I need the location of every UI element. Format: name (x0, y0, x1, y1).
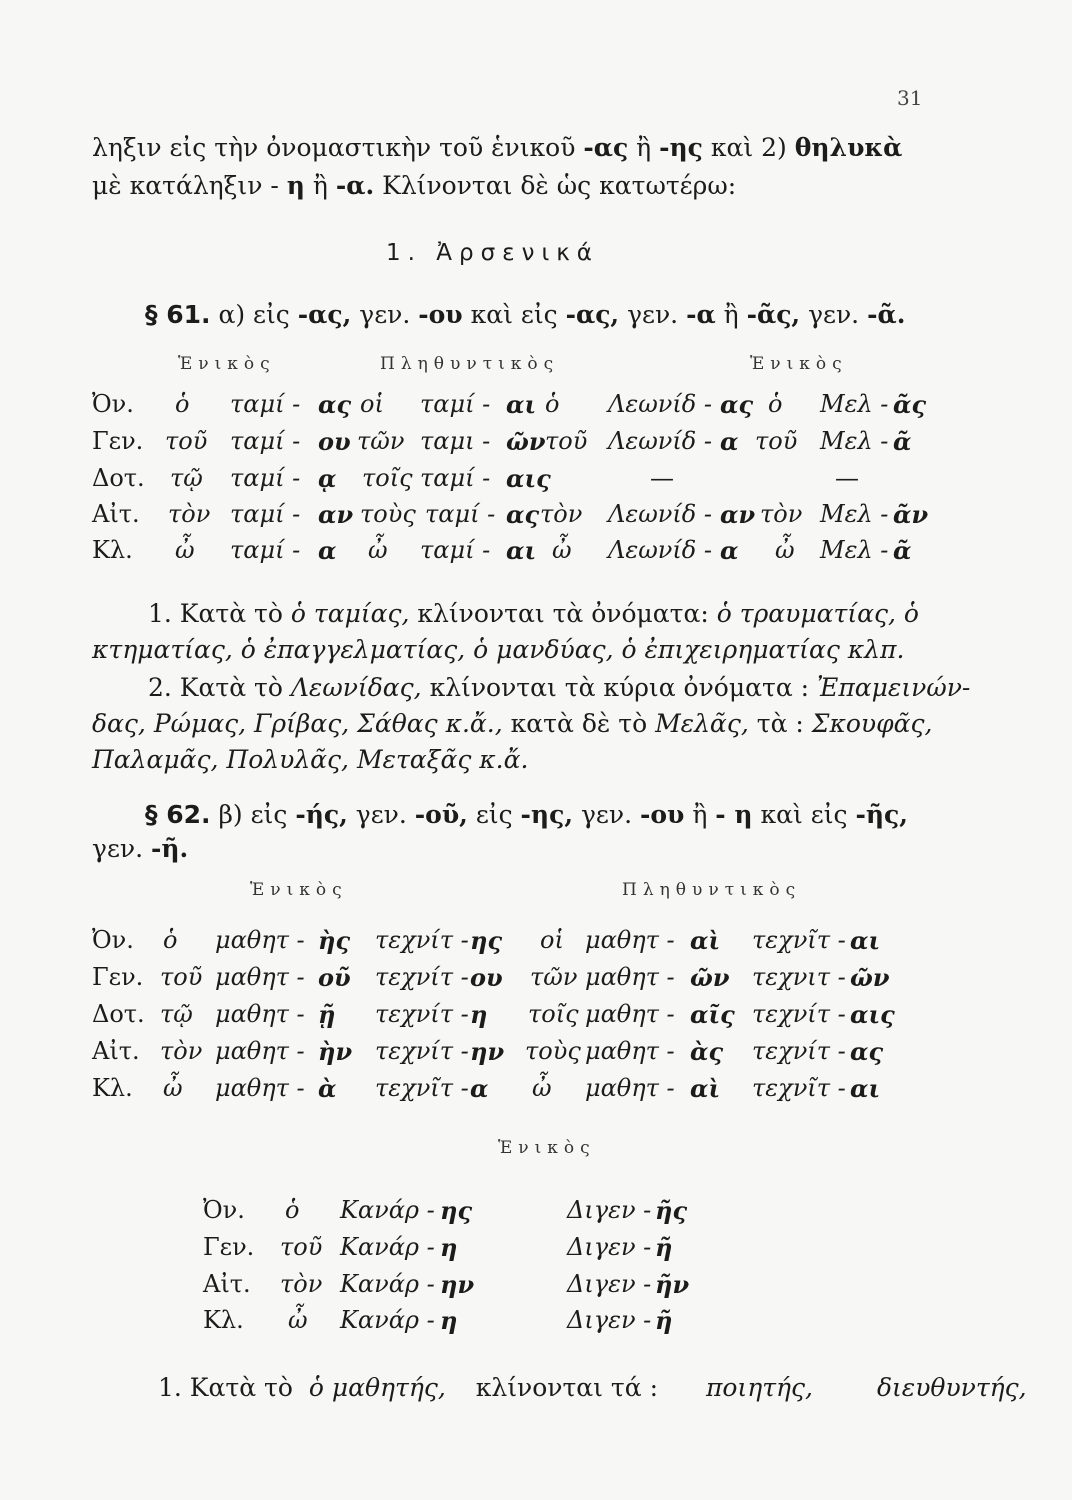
intro-text: ἢ (312, 171, 328, 200)
note-text: κλίνονται τά : (475, 1373, 658, 1402)
ending: ὴς (318, 926, 351, 955)
ending: αις (506, 464, 551, 493)
section-text: εἰς (475, 800, 513, 829)
article: ὦ (552, 536, 572, 564)
stem: Λεωνίδ - (608, 427, 712, 455)
stem: τεχνιτ - (752, 963, 846, 991)
ending: -ῆ. (151, 834, 189, 863)
stem: ταμί - (420, 464, 491, 492)
note-example: Ἐπαμεινών- (817, 673, 971, 702)
note-1-line-1 (148, 596, 919, 632)
ending: αι (850, 926, 881, 955)
ending: -ας, (565, 300, 620, 329)
stem: ταμί - (425, 500, 496, 528)
ending: -ας, (297, 300, 352, 329)
table1-header-plural: Πληθυντικὸς (380, 354, 560, 374)
note-text: 1. Κατὰ τὸ (158, 1373, 293, 1402)
article: ὁ (545, 390, 560, 418)
intro-line-1 (92, 130, 902, 166)
case-label: Δοτ. (92, 464, 145, 492)
ending: - η (715, 800, 753, 829)
note-example: Σκουφᾶς, (811, 709, 933, 738)
stem: Λεωνίδ - (608, 390, 712, 418)
ending: οῦ (318, 963, 351, 992)
stem: ταμι - (420, 427, 491, 455)
ending: αι (506, 536, 537, 565)
stem: Διγεν - (567, 1233, 652, 1261)
case-label: Δοτ. (92, 1000, 145, 1028)
ending: αῖς (690, 1000, 735, 1029)
ending: -ου (639, 800, 685, 829)
case-label: Αἰτ. (92, 500, 140, 528)
ending: ᾶ (893, 427, 912, 456)
ending: ας (506, 500, 540, 529)
article: τῷ (160, 1000, 193, 1028)
article: τοῖς (528, 1000, 579, 1028)
note-example: δας, Ρώμας, Γρίβας, Σάθας κ.ἄ., (92, 709, 503, 738)
note-2-line-3: Παλαμᾶς, Πολυλᾶς, Μεταξᾶς κ.ἄ. (92, 745, 529, 774)
section-heading-masculine: 1. Ἀρσενικά (386, 240, 599, 266)
ending: ὰ (318, 1074, 337, 1103)
ending: αὶ (690, 926, 721, 955)
stem: Κανάρ - (340, 1306, 435, 1334)
table-row (0, 1196, 1072, 1230)
article: οἱ (360, 390, 384, 418)
ending: -ῆς, (855, 800, 908, 829)
ending: -οῦ, (414, 800, 468, 829)
article: ὁ (768, 390, 783, 418)
article: τὸν (540, 500, 583, 528)
ending: ῆν (655, 1270, 690, 1299)
ending: α (470, 1074, 489, 1103)
table-row (0, 536, 1072, 570)
section-text: γεν. (580, 800, 633, 829)
note-3-line-1 (158, 1370, 1027, 1406)
ending: ῶν (850, 963, 890, 992)
section-number: § 62. (145, 800, 211, 829)
stem: μαθητ - (215, 963, 305, 991)
note-example: διευθυντής, (876, 1373, 1027, 1402)
stem: Μελ - (820, 427, 889, 455)
article: τοὺς (525, 1037, 581, 1065)
ending: ῶν (690, 963, 730, 992)
ending: -ης (659, 133, 703, 162)
note-example: ποιητής, (705, 1373, 813, 1402)
section-61-line (145, 300, 905, 329)
intro-text: ἢ (636, 133, 652, 162)
section-text: γεν. (359, 300, 411, 329)
table-row (0, 1037, 1072, 1071)
article: τοῖς (362, 464, 413, 492)
ending: ας (318, 390, 352, 419)
article: τῷ (170, 464, 203, 492)
stem: μαθητ - (585, 963, 675, 991)
section-62-line-2 (92, 834, 188, 863)
case-label: Κλ. (203, 1306, 244, 1334)
ending: η (470, 1000, 488, 1029)
stem: Κανάρ - (340, 1270, 435, 1298)
stem: μαθητ - (585, 1074, 675, 1102)
article: ὦ (532, 1074, 552, 1102)
section-text: καὶ εἰς (470, 300, 558, 329)
ending: -α (686, 300, 716, 329)
article: ὦ (368, 536, 388, 564)
stem: μαθητ - (585, 1037, 675, 1065)
table2-header-singular: Ἑνικὸς (250, 880, 348, 900)
ending: -ᾶς, (746, 300, 801, 329)
note-text: τὰ : (756, 709, 804, 738)
ending: -ης, (520, 800, 574, 829)
ending: αι (850, 1074, 881, 1103)
ending: ῆ (655, 1306, 673, 1335)
stem: μαθητ - (215, 926, 305, 954)
ending: ῆ (655, 1233, 673, 1262)
article: οἱ (540, 926, 564, 954)
stem: μαθητ - (215, 1000, 305, 1028)
intro-emphasis: θηλυκὰ (794, 133, 903, 162)
article: ὁ (175, 390, 190, 418)
note-1-line-2: κτηματίας, ὁ ἐπαγγελματίας, ὁ μανδύας, ὁ ἐπιχειρηματίας κλπ. (92, 635, 905, 664)
ending: -ᾶ. (867, 300, 906, 329)
ending: αν (318, 500, 354, 529)
stem: ταμί - (230, 390, 301, 418)
stem: Μελ - (820, 390, 889, 418)
table-row (0, 1233, 1072, 1267)
section-text: β) εἰς (218, 800, 288, 829)
article: τῶν (357, 427, 405, 455)
table-row (0, 1074, 1072, 1108)
stem: Κανάρ - (340, 1196, 435, 1224)
table-row (0, 500, 1072, 534)
ending: ὴν (318, 1037, 353, 1066)
stem: Διγεν - (567, 1306, 652, 1334)
article: τὸν (280, 1270, 323, 1298)
stem: τεχνίτ - (375, 1000, 469, 1028)
article: ὁ (285, 1196, 300, 1224)
section-text: καὶ εἰς (760, 800, 848, 829)
ending: αις (850, 1000, 895, 1029)
ending: η (440, 1233, 458, 1262)
case-label: Ὀν. (203, 1196, 245, 1224)
stem: Λεωνίδ - (608, 500, 712, 528)
intro-text: καὶ 2) (710, 133, 787, 162)
ending: ᾶς (893, 390, 927, 419)
stem: τεχνίτ - (752, 1037, 846, 1065)
section-text: γεν. (355, 800, 407, 829)
article: τῶν (530, 963, 578, 991)
stem: τεχνῖτ - (752, 1074, 846, 1102)
article: τοὺς (360, 500, 416, 528)
ending: η (440, 1306, 458, 1335)
ending: αι (506, 390, 537, 419)
ending: ην (470, 1037, 505, 1066)
ending: ᾶν (893, 500, 929, 529)
ending: ᾶ (893, 536, 912, 565)
note-text: κλίνονται τὰ κύρια ὀνόματα : (429, 673, 810, 702)
article: τοῦ (160, 963, 203, 991)
stem: τεχνίτ - (375, 963, 469, 991)
page-number: 31 (897, 86, 923, 110)
ending: αν (720, 500, 756, 529)
intro-text: Κλίνονται δὲ ὡς κατωτέρω: (382, 171, 737, 200)
note-example: ὁ τραυματίας, ὁ (716, 599, 919, 628)
stem: ταμί - (420, 536, 491, 564)
case-label: Γεν. (92, 427, 144, 455)
article: τὸν (760, 500, 803, 528)
ending: ᾳ (318, 464, 337, 493)
intro-text: μὲ κατάληξιν - (92, 171, 279, 200)
ending: α (318, 536, 337, 565)
note-text: κλίνονται τὰ ὀνόματα: (417, 599, 709, 628)
note-text: κατὰ δὲ τὸ (510, 709, 648, 738)
section-text: γεν. (808, 300, 860, 329)
case-label: Ὀν. (92, 390, 134, 418)
article: τοῦ (545, 427, 588, 455)
case-label: Κλ. (92, 536, 133, 564)
case-label: Αἰτ. (203, 1270, 251, 1298)
stem: Μελ - (820, 500, 889, 528)
ending: -ας (583, 133, 629, 162)
table-row (0, 926, 1072, 960)
table-row (0, 1270, 1072, 1304)
ending: ης (470, 926, 503, 955)
case-label: Γεν. (92, 963, 144, 991)
stem: μαθητ - (215, 1037, 305, 1065)
article: τὸν (160, 1037, 203, 1065)
ending: αὶ (690, 1074, 721, 1103)
ending: ης (440, 1196, 473, 1225)
ending: ῇ (318, 1000, 336, 1029)
note-2-line-1 (148, 670, 970, 706)
table-row (0, 390, 1072, 424)
note-example: ὁ μαθητής, (308, 1373, 446, 1402)
stem: τεχνίτ - (375, 926, 469, 954)
ending: α (720, 536, 739, 565)
ending: ου (470, 963, 503, 992)
stem: Κανάρ - (340, 1233, 435, 1261)
ending: ην (440, 1270, 475, 1299)
note-example: Μελᾶς, (655, 709, 749, 738)
table-row (0, 963, 1072, 997)
section-text: ἢ (692, 800, 708, 829)
note-text: 1. Κατὰ τὸ (148, 599, 283, 628)
case-label: Αἰτ. (92, 1037, 140, 1065)
stem: τεχνίτ - (752, 1000, 846, 1028)
table-row (0, 464, 1072, 498)
article: τοῦ (755, 427, 798, 455)
table-row (0, 1000, 1072, 1034)
case-label: Κλ. (92, 1074, 133, 1102)
table1-header-singular: Ἑνικὸς (178, 354, 276, 374)
ending: ῶν (506, 427, 546, 456)
article: ὦ (775, 536, 795, 564)
stem: τεχνῖτ - (752, 926, 846, 954)
ending: -ής, (295, 800, 348, 829)
case-label: Γεν. (203, 1233, 255, 1261)
ending: ου (318, 427, 351, 456)
stem: Λεωνίδ - (608, 536, 712, 564)
section-text: ἢ (723, 300, 739, 329)
intro-text: ληξιν εἰς τὴν ὀνομαστικὴν τοῦ ἑνικοῦ (92, 133, 576, 162)
intro-line-2 (92, 168, 736, 204)
article: ὦ (175, 536, 195, 564)
section-text: γεν. (92, 834, 144, 863)
note-example: Λεωνίδας, (290, 673, 422, 702)
ending: -ου (418, 300, 463, 329)
ending: η (286, 171, 305, 200)
article: ὦ (163, 1074, 183, 1102)
section-62-line-1 (145, 800, 908, 829)
table3-header-singular: Ἑνικὸς (498, 1138, 596, 1158)
ending: ας (720, 390, 754, 419)
stem: ταμί - (230, 464, 301, 492)
table-row (0, 1306, 1072, 1340)
note-text: 2. Κατὰ τὸ (148, 673, 283, 702)
stem: Διγεν - (567, 1196, 652, 1224)
section-text: α) εἰς (218, 300, 290, 329)
article: τὸν (168, 500, 211, 528)
stem: τεχνῖτ - (375, 1074, 469, 1102)
article: τοῦ (165, 427, 208, 455)
table1-header-singular-2: Ἑνικὸς (750, 354, 848, 374)
stem: μαθητ - (215, 1074, 305, 1102)
note-example: ὁ ταμίας, (290, 599, 410, 628)
stem: Μελ - (820, 536, 889, 564)
note-2-line-2 (92, 706, 932, 742)
stem: ταμί - (420, 390, 491, 418)
section-number: § 61. (145, 300, 211, 329)
article: ὁ (163, 926, 178, 954)
dash: — (835, 464, 859, 492)
stem: ταμί - (230, 536, 301, 564)
ending: α (720, 427, 739, 456)
table-row (0, 427, 1072, 461)
dash: — (650, 464, 674, 492)
ending: ὰς (690, 1037, 724, 1066)
stem: τεχνίτ - (375, 1037, 469, 1065)
section-text: γεν. (627, 300, 679, 329)
stem: ταμί - (230, 500, 301, 528)
stem: Διγεν - (567, 1270, 652, 1298)
stem: μαθητ - (585, 926, 675, 954)
ending: ας (850, 1037, 884, 1066)
table2-header-plural: Πληθυντικὸς (622, 880, 802, 900)
ending: -α. (335, 171, 375, 200)
ending: ῆς (655, 1196, 688, 1225)
article: ὦ (288, 1306, 308, 1334)
stem: μαθητ - (585, 1000, 675, 1028)
stem: ταμί - (230, 427, 301, 455)
article: τοῦ (280, 1233, 323, 1261)
case-label: Ὀν. (92, 926, 134, 954)
